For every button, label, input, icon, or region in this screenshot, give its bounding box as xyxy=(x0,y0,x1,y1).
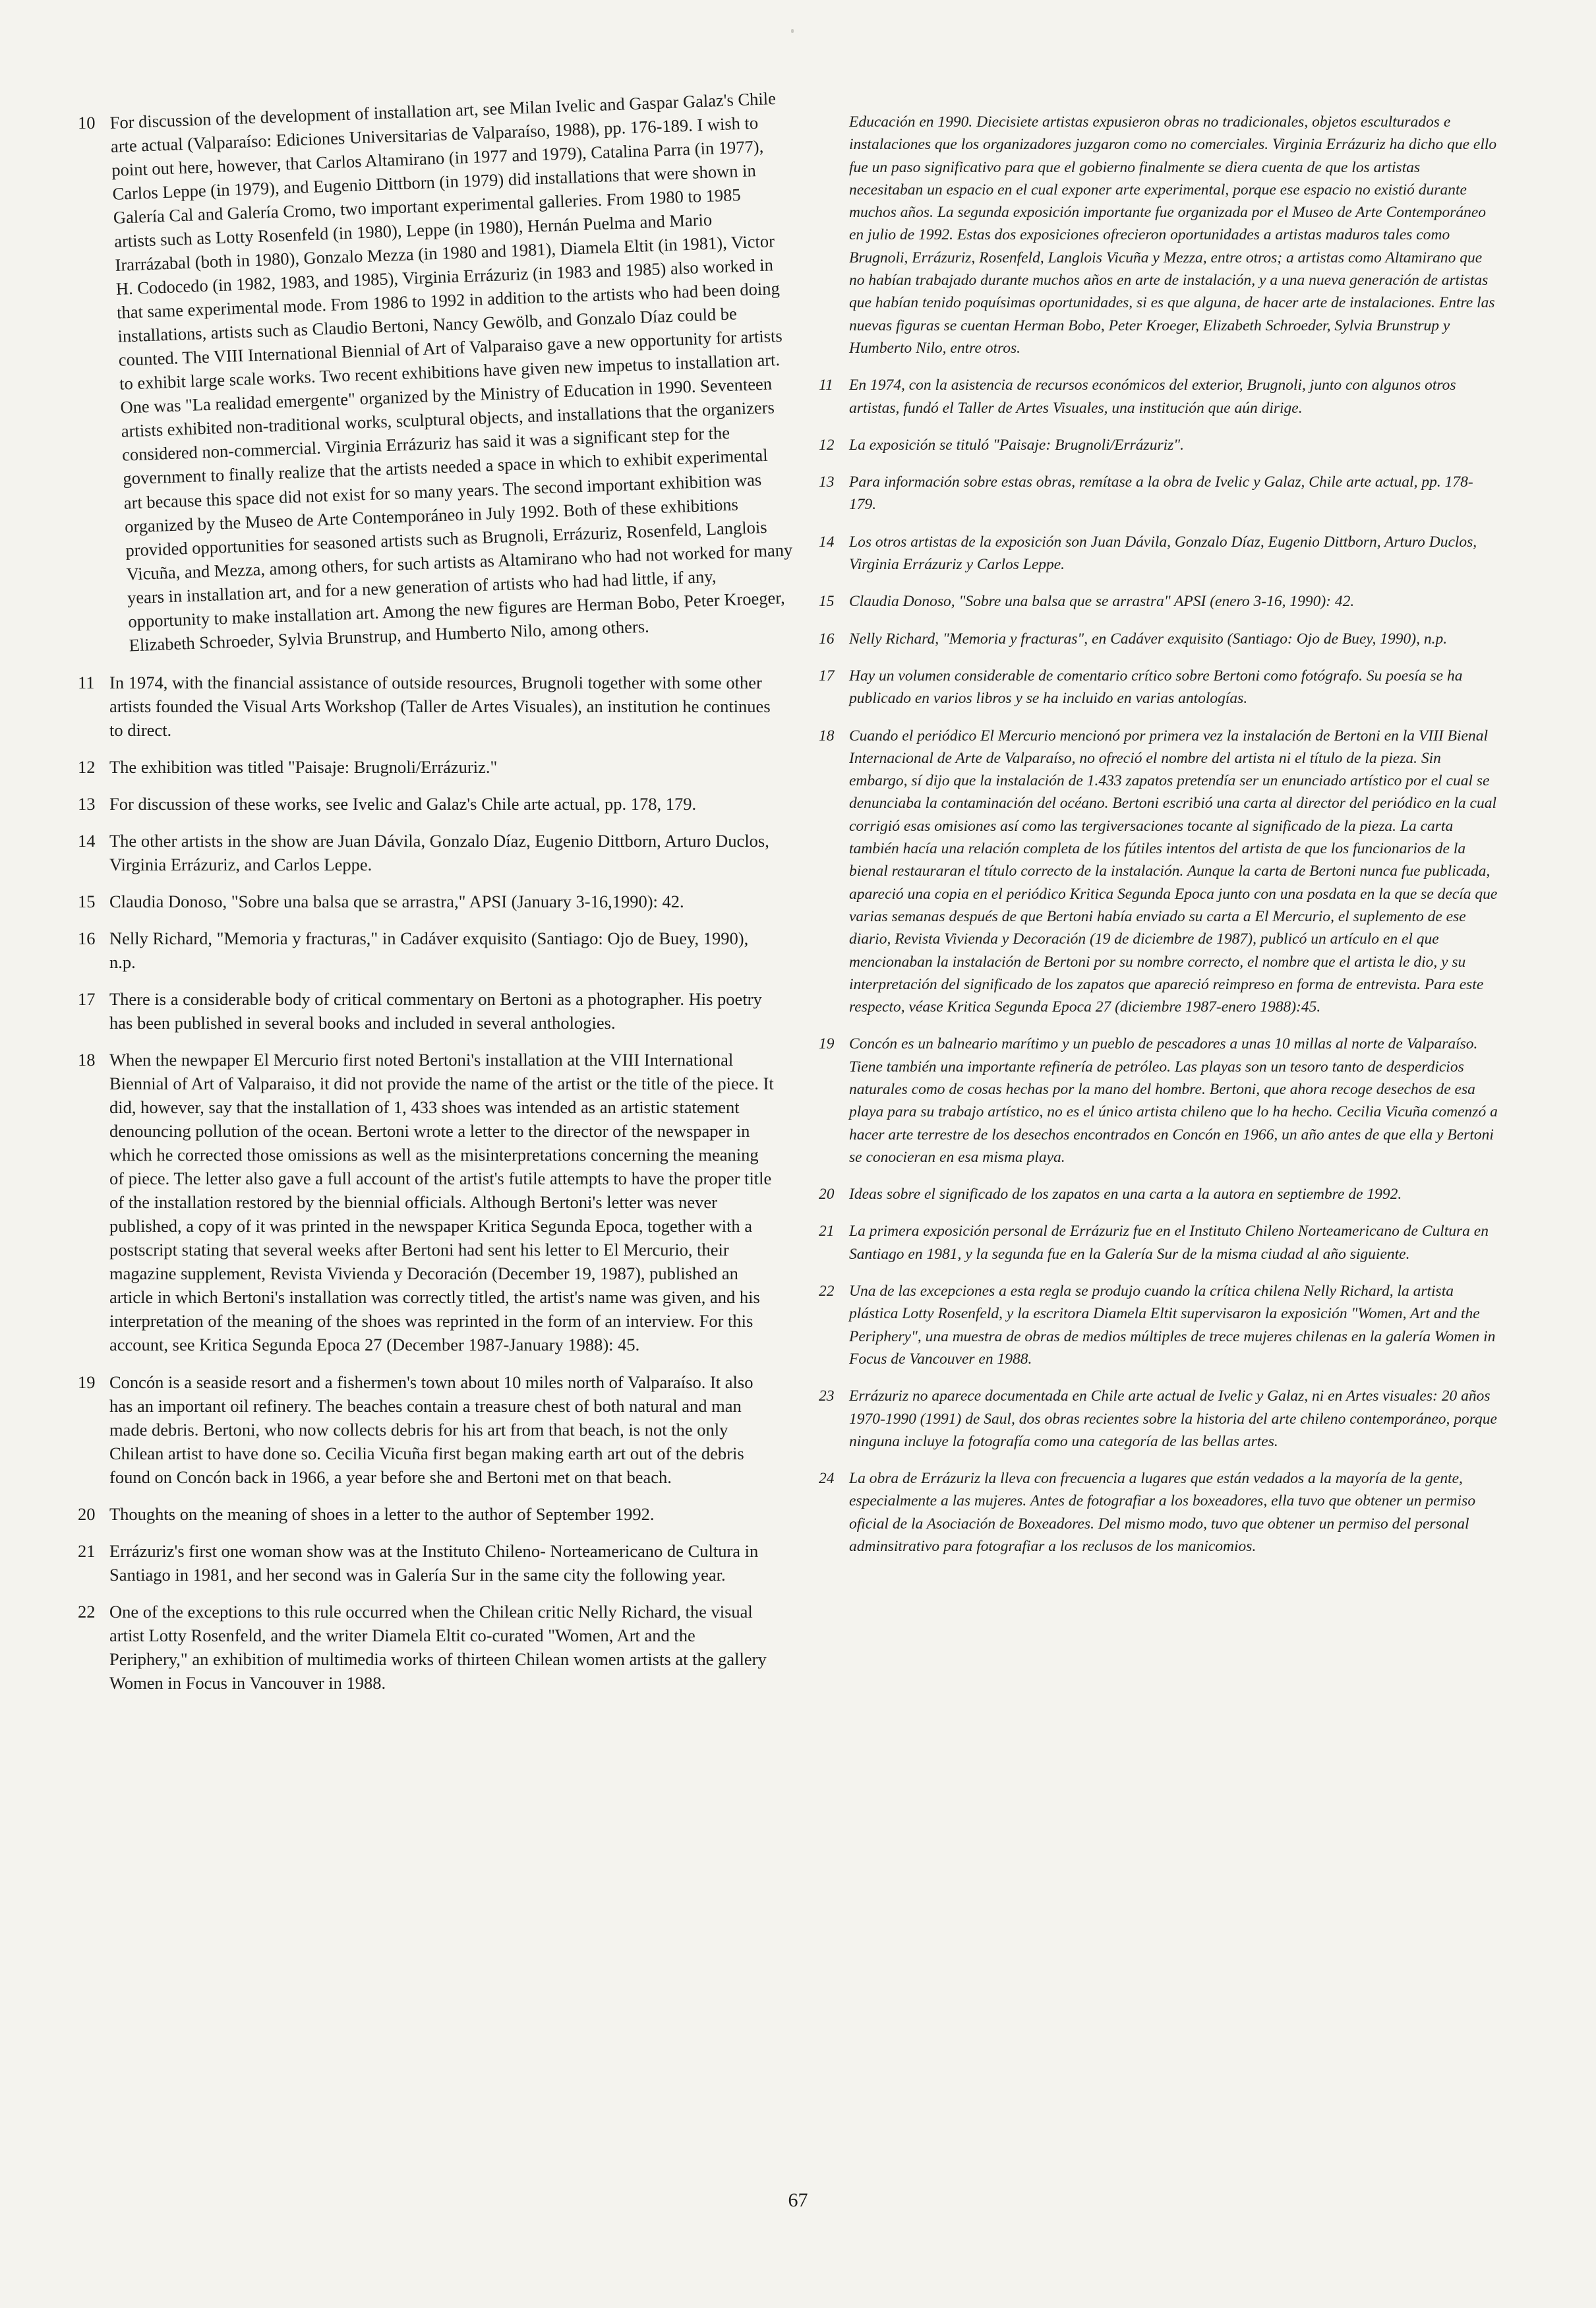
scan-speck xyxy=(791,29,794,33)
footnote-number: 11 xyxy=(819,377,833,394)
spanish-notes-column xyxy=(819,111,1498,1572)
footnote-22-en xyxy=(78,1600,777,1695)
footnote-number: 12 xyxy=(819,436,835,454)
footnote-number: 20 xyxy=(78,1503,96,1524)
footnote-16-en xyxy=(78,926,777,974)
footnote-15-en xyxy=(78,890,777,913)
footnote-number: 13 xyxy=(78,793,96,814)
footnote-number: 10 xyxy=(78,113,96,133)
footnote-number: 21 xyxy=(819,1223,835,1240)
footnote-text: The other artists in the show are Juan Dávila, Gonzalo Díaz, Eugenio Dittborn, Arturo Duclos, Virginia Errázuriz, and Carlos Leppe. xyxy=(109,830,769,874)
footnote-number: 18 xyxy=(819,727,835,744)
footnote-text: En 1974, con la asistencia de recursos económicos del exterior, Brugnoli, junto con algunos otros artistas, fundó el Taller de Artes Visuales, una institución que aún dirige. xyxy=(849,377,1456,417)
footnote-text: Claudia Donoso, "Sobre una balsa que se arrastra" APSI (enero 3-16, 1990): 42. xyxy=(849,593,1355,611)
footnote-11-es xyxy=(819,374,1498,419)
footnote-text: Para información sobre estas obras, remítase a la obra de Ivelic y Galaz, Chile arte actual, pp. 178-179. xyxy=(849,473,1473,514)
footnote-text: The exhibition was titled "Paisaje: Brugnoli/Errázuriz." xyxy=(109,756,498,777)
footnote-text: There is a considerable body of critical commentary on Bertoni as a photographer. His poetry has been published in several books and included in several anthologies. xyxy=(109,989,762,1033)
footnote-text: Errázuriz no aparece documentada en Chile arte actual de Ivelic y Galaz, ni en Artes visuales: 20 años 1970-1990 (1991) de Saul, dos obras recientes sobre la historia del arte chileno contemporáneo, porque ninguna incluye la fotografía como una categoría de las bellas artes. xyxy=(849,1387,1497,1450)
footnote-number: 16 xyxy=(78,928,96,948)
footnote-text: Concón es un balneario marítimo y un pueblo de pescadores a unas 10 millas al norte de Valparaíso. Tiene también una importante refinería de petróleo. Las playas son un tesoro tanto de desperdicios naturales como de cosas hechas por la mano del hombre. Bertoni, que ahora recoge desechos de esa playa para su trabajo artístico, no es el único artista chileno que lo ha hecho. Cecilia Vicuña comenzó a hacer arte terrestre de los desechos encontrados en Concón en 1966, un año antes de que ella y Bertoni se conocieran en esa misma playa. xyxy=(849,1035,1498,1166)
footnote-text: Claudia Donoso, "Sobre una balsa que se arrastra," APSI (January 3-16,1990): 42. xyxy=(109,891,684,911)
footnote-number: 23 xyxy=(819,1387,835,1405)
footnote-14-es xyxy=(819,531,1498,576)
footnote-text: Una de las excepciones a esta regla se produjo cuando la crítica chilena Nelly Richard, la artista plástica Lotty Rosenfeld, y la escritora Diamela Eltit supervisaron la exposición "Women, Art and the Periphery", una muestra de obras de medios múltiples de trece mujeres chilenas en la galería Women in Focus de Vancouver en 1988. xyxy=(849,1283,1496,1368)
footnote-number: 14 xyxy=(78,830,96,851)
footnote-text: For discussion of these works, see Ivelic and Galaz's Chile arte actual, pp. 178, 179. xyxy=(109,793,697,814)
footnote-number: 19 xyxy=(78,1372,96,1392)
footnote-18-es xyxy=(819,725,1498,1019)
footnote-19-es xyxy=(819,1033,1498,1169)
footnote-text: Los otros artistas de la exposición son Juan Dávila, Gonzalo Díaz, Eugenio Dittborn, Arturo Duclos, Virginia Errázuriz y Carlos Leppe. xyxy=(849,533,1477,574)
footnote-13-en xyxy=(78,792,777,816)
footnote-text: For discussion of the development of installation art, see Milan Ivelic and Gaspar Galaz's Chile arte actual (Valparaíso: Ediciones Universitarias de Valparaíso, 1988), pp. 176-189. I wish to point out here, however, that Carlos Altamirano (in 1977 and 1979), Catalina Parra (in 1977), Carlos Leppe (in 1979), and Eugenio Dittborn (in 1979) did installations that were shown in Galería Cal and Galería Cromo, two important experimental galleries. From 1980 to 1985 artists such as Lotty Rosenfeld (in 1980), Leppe (in 1980), Hernán Puelma and Mario Irarrázabal (both in 1980), Gonzalo Mezza (in 1980 and 1981), Diamela Eltit (in 1981), Victor H. Codocedo (in 1982, 1983, and 1985), Virginia Errázuriz (in 1983 and 1985) also worked in that same experimental mode. From 1986 to 1992 in addition to the artists who had been doing installations, artists such as Claudio Bertoni, Nancy Gewölb, and Gonzalo Díaz could be counted. The VIII International Biennial of Art of Valparaiso gave a new opportunity for artists to exhibit large scale works. Two recent exhibitions have given new impetus to installation art. One was "La realidad emergente" organized by the Ministry of Education in 1990. Seventeen artists exhibited non-traditional works, sculptural objects, and installations that the organizers considered non-commercial. Virginia Errázuriz has said it was a significant step for the government to finally realize that the artists needed a space in which to exhibit experimental art because this space did not exist for so many years. The second important exhibition was organized by the Museo de Arte Contemporáneo in July 1992. Both of these exhibitions provided opportunities for seasoned artists such as Brugnoli, Errázuriz, Rosenfeld, Langlois Vicuña, and Mezza, among others, for such artists as Altamirano who had not worked for many years in installation art, and for a new generation of artists who had had little, if any, opportunity to make installation art. Among the new figures are Herman Bobo, Peter Kroeger, Elizabeth Schroeder, Sylvia Brunstrup, and Humberto Nilo, among others. xyxy=(109,88,793,655)
footnote-24-es xyxy=(819,1467,1498,1558)
footnote-text: Errázuriz's first one woman show was at the Instituto Chileno- Norteamericano de Cultura in Santiago in 1981, and her second was in Galería Sur in the same city the following year. xyxy=(109,1540,759,1585)
footnote-number xyxy=(819,111,849,359)
footnote-text: Cuando el periódico El Mercurio mencionó por primera vez la instalación de Bertoni en la VIII Bienal Internacional de Arte de Valparaíso, no ofreció el nombre del artista ni el título de la pieza. Sin embargo, sí dijo que la instalación de 1.433 zapatos pretendía ser un enunciado artístico por el cual se denunciaba la contaminación del océano. Bertoni escribió una carta al director del periódico en la cual corrigió esas omisiones así como las tergiversaciones tocante al significado de la pieza. La carta también hacía una relación completa de los fútiles intentos del artista de que los funcionarios de la bienal restauraran el título correcto de la instalación. Aunque la carta de Bertoni nunca fue publicada, apareció una copia en el periódico Kritica Segunda Epoca junto con una posdata en la que se decía que varias semanas después de que Bertoni había enviado su carta a El Mercurio, el suplemento de ese diario, Revista Vivienda y Decoración (19 de diciembre de 1987), publicó un artículo en el que mencionaban la instalación de Bertoni por su nombre correcto, el nombre que el artista le dio, y su interpretación del significado de los zapatos que apareció reimpreso en forma de entrevista. Para este respecto, véase Kritica Segunda Epoca 27 (diciembre 1987-enero 1988):45. xyxy=(849,727,1498,1016)
footnote-10-es-continued xyxy=(819,111,1498,359)
footnote-17-es xyxy=(819,665,1498,710)
footnote-11-en xyxy=(78,671,777,742)
footnote-text: In 1974, with the financial assistance of outside resources, Brugnoli together with some other artists founded the Visual Arts Workshop (Taller de Artes Visuales), an institution he continues to direct. xyxy=(109,672,771,740)
footnote-number: 18 xyxy=(78,1050,96,1070)
footnote-text: Nelly Richard, "Memoria y fracturas", en Cadáver exquisito (Santiago: Ojo de Buey, 1990), n.p. xyxy=(849,630,1448,648)
footnote-text: Nelly Richard, "Memoria y fracturas," in Cadáver exquisito (Santiago: Ojo de Buey, 1990), n.p. xyxy=(109,928,749,972)
footnote-15-es xyxy=(819,590,1498,613)
footnote-number: 24 xyxy=(819,1470,835,1488)
footnote-text: La primera exposición personal de Errázuriz fue en el Instituto Chileno Norteamericano de Cultura en Santiago en 1981, y la segunda fue en la Galería Sur de la misma ciudad al año siguiente. xyxy=(849,1223,1489,1263)
footnote-number: 15 xyxy=(819,593,835,611)
footnote-text: Thoughts on the meaning of shoes in a letter to the author of September 1992. xyxy=(109,1503,655,1524)
footnote-text: Concón is a seaside resort and a fishermen's town about 10 miles north of Valparaíso. It also has an important oil refinery. The beaches contain a treasure chest of both natural and man made debris. Bertoni, who now collects debris for his art from that beach, is not the only Chilean artist to have done so. Cecilia Vicuña first began making earth art out of the debris found on Concón back in 1966, a year before she and Bertoni met on that beach. xyxy=(109,1372,754,1487)
footnote-number: 14 xyxy=(819,533,835,551)
footnote-number: 15 xyxy=(78,891,96,911)
page-number: 67 xyxy=(788,2189,808,2211)
footnote-number: 13 xyxy=(819,473,835,491)
english-notes-column xyxy=(78,88,793,1708)
footnote-text: Hay un volumen considerable de comentario crítico sobre Bertoni como fotógrafo. Su poesía se ha publicado en varios libros y se ha incluido en varias antologías. xyxy=(849,667,1463,708)
footnote-20-en xyxy=(78,1502,777,1526)
footnote-text: La exposición se tituló "Paisaje: Brugnoli/Errázuriz". xyxy=(849,436,1185,454)
footnote-number: 17 xyxy=(819,667,835,684)
footnote-number: 12 xyxy=(78,756,96,777)
footnote-18-en xyxy=(78,1048,777,1356)
footnote-12-en xyxy=(78,755,777,779)
footnote-14-en xyxy=(78,829,777,876)
footnote-text: One of the exceptions to this rule occurred when the Chilean critic Nelly Richard, the visual artist Lotty Rosenfeld, and the writer Diamela Eltit co-curated "Women, Art and the Periphery," an exhibition of multimedia works of thirteen Chilean women artists at the gallery Women in Focus in Vancouver in 1988. xyxy=(109,1601,767,1693)
footnote-16-es xyxy=(819,628,1498,650)
footnote-17-en xyxy=(78,987,777,1035)
footnote-21-es xyxy=(819,1220,1498,1265)
footnote-19-en xyxy=(78,1370,777,1489)
footnote-10-en xyxy=(78,88,793,657)
footnote-number: 20 xyxy=(819,1186,835,1203)
footnote-number: 21 xyxy=(78,1540,96,1561)
footnote-12-es xyxy=(819,434,1498,456)
footnote-number: 19 xyxy=(819,1035,835,1053)
footnote-text: La obra de Errázuriz la lleva con frecuencia a lugares que están vedados a la mayoría de la gente, especialmente a las mujeres. Antes de fotografiar a los boxeadores, ella tuvo que obtener un permiso oficial de la Asociación de Boxeadores. Del mismo modo, tuvo que obtener un permiso del personal adminsitrativo para fotografiar a los reclusos de los manicomios. xyxy=(849,1470,1476,1556)
footnote-number: 16 xyxy=(819,630,835,648)
footnote-22-es xyxy=(819,1280,1498,1370)
footnote-21-en xyxy=(78,1539,777,1587)
footnote-number: 17 xyxy=(78,989,96,1010)
footnote-13-es xyxy=(819,471,1498,516)
footnote-23-es xyxy=(819,1385,1498,1453)
footnote-text: Educación en 1990. Diecisiete artistas expusieron obras no tradicionales, objetos esculturados e instalaciones que los organizadores juzgaron como no comerciales. Virginia Errázuriz ha dicho que ello fue un paso significativo para que el gobierno finalmente se diera cuenta de que los artistas necesitaban un espacio en el cual exponer arte experimental, porque ese espacio no existió durante muchos años. La segunda exposición importante fue organizada por el Museo de Arte Contemporáneo en julio de 1992. Estas dos exposiciones ofrecieron oportunidades a artistas maduros tales como Brugnoli, Errázuriz, Rosenfeld, Langlois Vicuña y Mezza, entre otros; a artistas como Altamirano que no habían trabajado durante muchos años en arte de instalación, y a una nueva generación de artistas que habían tenido poquísimas oportunidades, si es que alguna, de hacer arte de instalaciones. Entre las nuevas figuras se cuentan Herman Bobo, Peter Kroeger, Elizabeth Schroeder, Sylvia Brunstrup y Humberto Nilo, entre otros. xyxy=(849,113,1497,357)
footnote-number: 22 xyxy=(819,1283,835,1300)
footnote-number: 11 xyxy=(78,672,95,692)
footnote-number: 22 xyxy=(78,1601,96,1622)
footnote-text: When the newpaper El Mercurio first noted Bertoni's installation at the VIII International Biennial of Art of Valparaiso, it did not provide the name of the artist or the title of the piece. It did, however, say that the installation of 1, 433 shoes was intended as an artistic statement denouncing pollution of the ocean. Bertoni wrote a letter to the director of the newspaper in which he corrected those omissions as well as the misinterpretations concerning the meaning of piece. The letter also gave a full account of the artist's futile attempts to have the proper title of the installation restored by the biennial officials. Although Bertoni's letter was never published, a copy of it was printed in the newspaper Kritica Segunda Epoca, together with a postscript stating that several weeks after Bertoni had sent his letter to El Mercurio, their magazine supplement, Revista Vivienda y Decoración (December 19, 1987), published an article in which Bertoni's installation was correctly titled, the artist's name was given, and his interpretation of the meaning of the shoes was reprinted in the form of an interview. For this account, see Kritica Segunda Epoca 27 (December 1987-January 1988): 45. xyxy=(109,1050,774,1355)
footnote-text: Ideas sobre el significado de los zapatos en una carta a la autora en septiembre de 1992. xyxy=(849,1186,1402,1203)
footnote-20-es xyxy=(819,1183,1498,1205)
